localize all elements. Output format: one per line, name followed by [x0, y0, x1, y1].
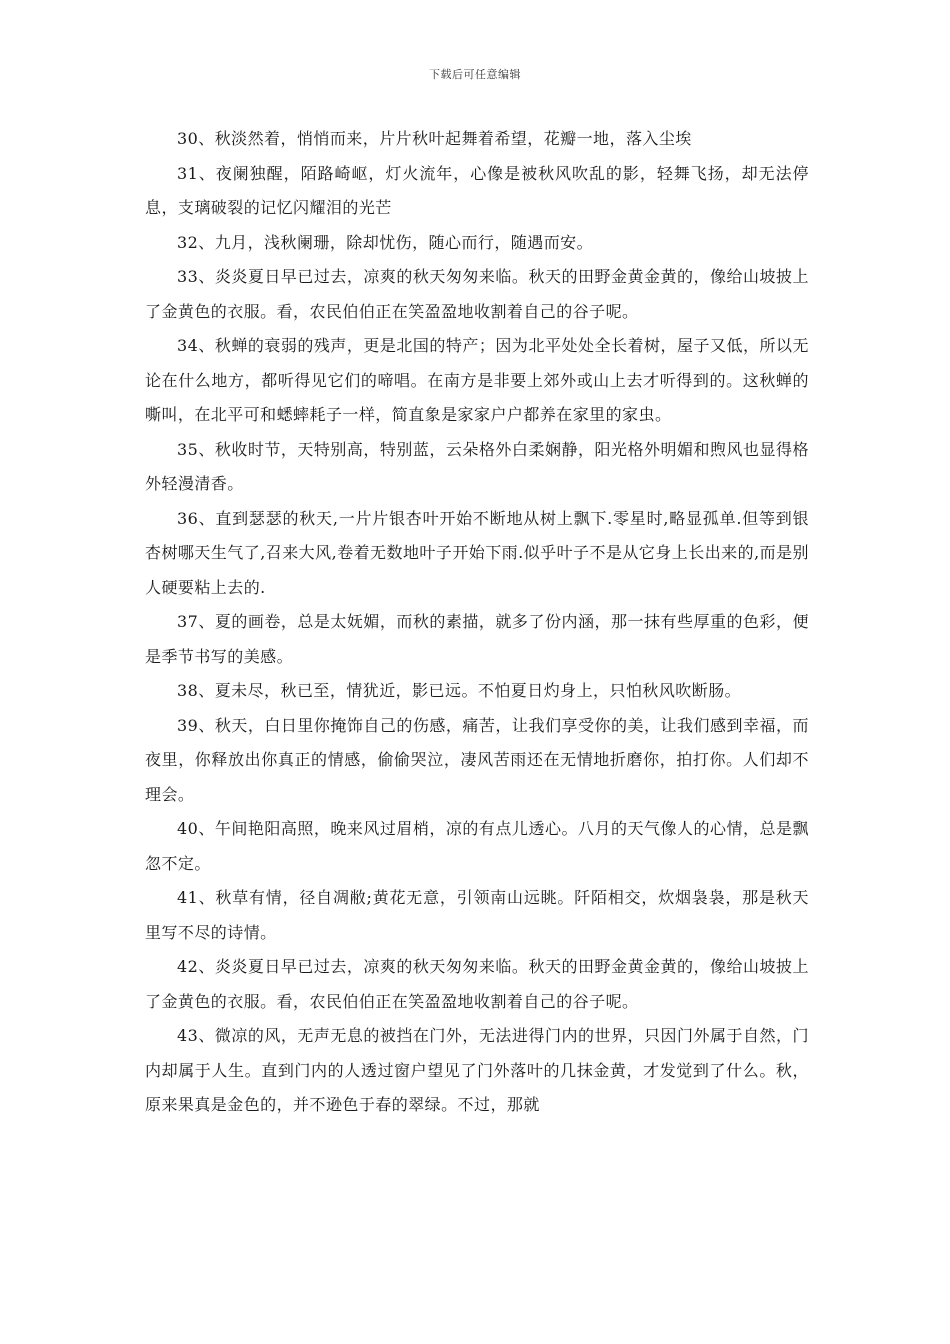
- paragraph-37: 37、夏的画卷，总是太妩媚，而秋的素描，就多了份内涵，那一抹有些厚重的色彩，便是季节书写的美感。: [145, 612, 809, 666]
- paragraph-36: 36、直到瑟瑟的秋天,一片片银杏叶开始不断地从树上飘下.零星时,略显孤单.但等到银杏树哪天生气了,召来大风,卷着无数地叶子开始下雨.似乎叶子不是从它身上长出来的,而是别人硬要粘上去的.: [145, 508, 809, 597]
- paragraph-31: 31、夜阑独醒，陌路崎岖，灯火流年，心像是被秋风吹乱的影，轻舞飞扬，却无法停息，支璃破裂的记忆闪耀泪的光芒: [145, 163, 809, 217]
- paragraph-38: 38、夏未尽，秋已至，情犹近，影已远。不怕夏日灼身上，只怕秋风吹断肠。: [177, 681, 742, 700]
- paragraph-32: 32、九月，浅秋阑珊，除却忧伤，随心而行，随遇而安。: [177, 232, 594, 252]
- paragraph-41: 41、秋草有情，径自凋敝;黄花无意，引领南山远眺。阡陌相交，炊烟袅袅，那是秋天里写不尽的诗情。: [145, 888, 809, 942]
- paragraph-30: 30、秋淡然着，悄悄而来，片片秋叶起舞着希望，花瓣一地，落入尘埃: [177, 129, 692, 148]
- paragraph-39: 39、秋天，白日里你掩饰自己的伤感，痛苦，让我们享受你的美，让我们感到幸福，而夜里，你释放出你真正的情感，偷偷哭泣，凄风苦雨还在无情地折磨你，拍打你。人们却不理会。: [145, 715, 809, 804]
- paragraph-42: 42、炎炎夏日早已过去，凉爽的秋天匆匆来临。秋天的田野金黄金黄的，像给山坡披上了金黄色的衣服。看，农民伯伯正在笑盈盈地收割着自己的谷子呢。: [145, 957, 809, 1011]
- paragraph-33: 33、炎炎夏日早已过去，凉爽的秋天匆匆来临。秋天的田野金黄金黄的，像给山坡披上了金黄色的衣服。看，农民伯伯正在笑盈盈地收割着自己的谷子呢。: [145, 267, 809, 321]
- page-header: 下载后可任意编辑: [429, 68, 521, 81]
- paragraph-35: 35、秋收时节，天特别高，特别蓝，云朵格外白柔娴静，阳光格外明媚和煦风也显得格外轻漫清香。: [145, 439, 809, 493]
- paragraph-43: 43、微凉的风，无声无息的被挡在门外，无法进得门内的世界，只因门外属于自然，门内却属于人生。直到门内的人透过窗户望见了门外落叶的几抹金黄，才发觉到了什么。秋，原来果真是金色的，并不逊色于春的翠绿。不过，那就: [145, 1026, 809, 1114]
- document-body: [145, 122, 809, 1123]
- paragraph-40: 40、午间艳阳高照，晚来风过眉梢，凉的有点儿透心。八月的天气像人的心情，总是飘忽不定。: [145, 819, 809, 873]
- paragraph-34: 34、秋蝉的衰弱的残声，更是北国的特产；因为北平处处全长着树，屋子又低，所以无论在什么地方，都听得见它们的啼唱。在南方是非要上郊外或山上去才听得到的。这秋蝉的嘶叫，在北平可和蟋蟀耗子一样，简直象是家家户户都养在家里的家虫。: [145, 336, 809, 424]
